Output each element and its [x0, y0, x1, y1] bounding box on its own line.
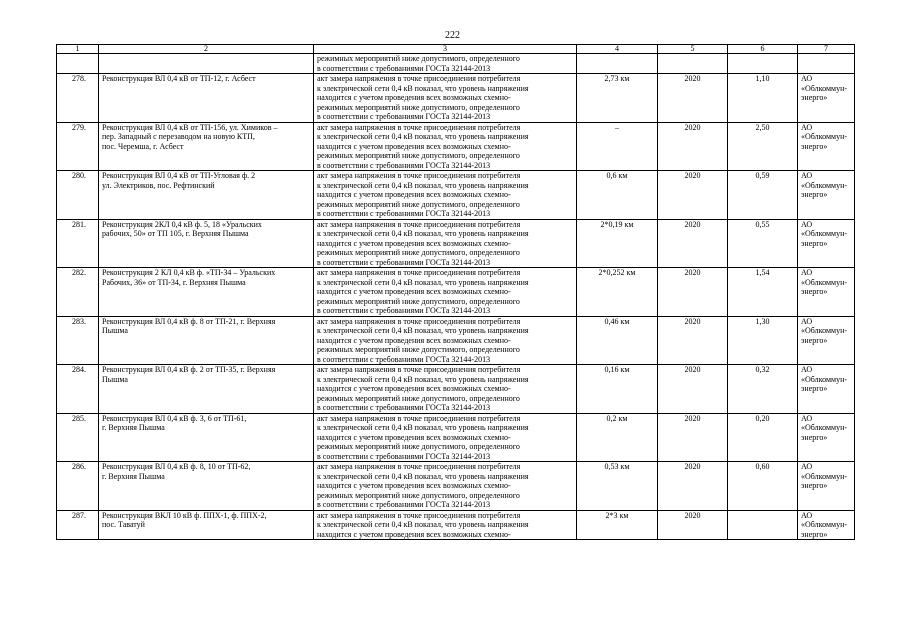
- continuation-row: [57, 54, 855, 74]
- header-col-3: 3: [314, 45, 577, 54]
- row-number: 284.: [57, 365, 99, 414]
- year: 2020: [658, 171, 728, 220]
- justification-text: акт замера напряжения в точке присоединения потребителя к электрической сети 0,4 кВ показал, что уровень напряжения находится с учетом проведения всех возможных схемно- режимных мероприятий ниже допустимого, определенного в соответствии с требованиями ГОСТа 32144-2013: [314, 122, 577, 171]
- table-row: [57, 219, 855, 268]
- row-number: 282.: [57, 268, 99, 317]
- year: 2020: [658, 316, 728, 365]
- header-col-1: 1: [57, 45, 99, 54]
- justification-text: акт замера напряжения в точке присоединения потребителя к электрической сети 0,4 кВ показал, что уровень напряжения находится с учетом проведения всех возможных схемно- режимных мероприятий ниже допустимого, определенного в соответствии с требованиями ГОСТа 32144-2013: [314, 74, 577, 123]
- table-row: [57, 510, 855, 540]
- project-name: Реконструкция ВЛ 0,4 кВ от ТП-156, ул. Химиков – пер. Западный с перезаводом на новую КТП, пос. Черемша, г. Асбест: [99, 122, 314, 171]
- justification-text: акт замера напряжения в точке присоединения потребителя к электрической сети 0,4 кВ показал, что уровень напряжения находится с учетом проведения всех возможных схемно- режимных мероприятий ниже допустимого, определенного в соответствии с требованиями ГОСТа 32144-2013: [314, 316, 577, 365]
- organization: АО «Облкоммун- энерго»: [798, 268, 855, 317]
- cost: 0,20: [728, 413, 798, 462]
- project-name: Реконструкция ВЛ 0,4 кВ ф. 8 от ТП-21, г. Верхняя Пышма: [99, 316, 314, 365]
- organization: АО «Облкоммун- энерго»: [798, 510, 855, 540]
- cost: 1,10: [728, 74, 798, 123]
- project-name: Реконструкция ВЛ 0,4 кВ от ТП-12, г. Асбест: [99, 74, 314, 123]
- table-row: [57, 74, 855, 123]
- cost: [728, 510, 798, 540]
- header-col-2: 2: [99, 45, 314, 54]
- cost: 0,32: [728, 365, 798, 414]
- row-number: 280.: [57, 171, 99, 220]
- line-length: 0,46 км: [577, 316, 658, 365]
- year: 2020: [658, 510, 728, 540]
- line-length: 0,53 км: [577, 462, 658, 511]
- row-number: 278.: [57, 74, 99, 123]
- row-number: 279.: [57, 122, 99, 171]
- line-length: 2*0,252 км: [577, 268, 658, 317]
- line-length: 0,16 км: [577, 365, 658, 414]
- line-length: 0,6 км: [577, 171, 658, 220]
- row-number: 283.: [57, 316, 99, 365]
- project-name: Реконструкция 2 КЛ 0,4 кВ ф. «ТП-34 – Уральских Рабочих, 36» от ТП-34, г. Верхняя Пышма: [99, 268, 314, 317]
- project-name: Реконструкция ВЛ 0,4 кВ ф. 2 от ТП-35, г. Верхняя Пышма: [99, 365, 314, 414]
- year: 2020: [658, 413, 728, 462]
- organization: АО «Облкоммун- энерго»: [798, 462, 855, 511]
- year: 2020: [658, 462, 728, 511]
- table-row: [57, 268, 855, 317]
- continuation-description: режимных мероприятий ниже допустимого, определенного в соответствии с требованиями ГОСТа 32144-2013: [314, 54, 577, 74]
- justification-text: акт замера напряжения в точке присоединения потребителя к электрической сети 0,4 кВ показал, что уровень напряжения находится с учетом проведения всех возможных схемно-: [314, 510, 577, 540]
- header-col-6: 6: [728, 45, 798, 54]
- table-row: [57, 171, 855, 220]
- organization: АО «Облкоммун- энерго»: [798, 316, 855, 365]
- organization: АО «Облкоммун- энерго»: [798, 219, 855, 268]
- project-name: Реконструкция ВЛ 0,4 кВ ф. 8, 10 от ТП-62, г. Верхняя Пышма: [99, 462, 314, 511]
- justification-text: акт замера напряжения в точке присоединения потребителя к электрической сети 0,4 кВ показал, что уровень напряжения находится с учетом проведения всех возможных схемно- режимных мероприятий ниже допустимого, определенного в соответствии с требованиями ГОСТа 32144-2013: [314, 219, 577, 268]
- cost: 0,60: [728, 462, 798, 511]
- organization: АО «Облкоммун- энерго»: [798, 171, 855, 220]
- project-name: Реконструкция ВКЛ 10 кВ ф. ППХ-1, ф. ППХ-2, пос. Таватуй: [99, 510, 314, 540]
- justification-text: акт замера напряжения в точке присоединения потребителя к электрической сети 0,4 кВ показал, что уровень напряжения находится с учетом проведения всех возможных схемно- режимных мероприятий ниже допустимого, определенного в соответствии с требованиями ГОСТа 32144-2013: [314, 171, 577, 220]
- header-col-7: 7: [798, 45, 855, 54]
- organization: АО «Облкоммун- энерго»: [798, 122, 855, 171]
- row-number: 287.: [57, 510, 99, 540]
- line-length: 2*0,19 км: [577, 219, 658, 268]
- organization: АО «Облкоммун- энерго»: [798, 413, 855, 462]
- cost: 1,54: [728, 268, 798, 317]
- organization: АО «Облкоммун- энерго»: [798, 74, 855, 123]
- line-length: 2,73 км: [577, 74, 658, 123]
- justification-text: акт замера напряжения в точке присоединения потребителя к электрической сети 0,4 кВ показал, что уровень напряжения находится с учетом проведения всех возможных схемно- режимных мероприятий ниже допустимого, определенного в соответствии с требованиями ГОСТа 32144-2013: [314, 413, 577, 462]
- projects-table: [56, 44, 855, 540]
- page-number: 222: [445, 30, 460, 41]
- cost: 1,30: [728, 316, 798, 365]
- project-name: Реконструкция 2КЛ 0,4 кВ ф. 5, 18 «Уральских рабочих, 50» от ТП 105, г. Верхняя Пышма: [99, 219, 314, 268]
- year: 2020: [658, 219, 728, 268]
- row-number: 285.: [57, 413, 99, 462]
- cost: 0,59: [728, 171, 798, 220]
- row-number: 281.: [57, 219, 99, 268]
- cost: 0,55: [728, 219, 798, 268]
- project-name: Реконструкция ВЛ 0,4 кВ ф. 3, 6 от ТП-61, г. Верхняя Пышма: [99, 413, 314, 462]
- year: 2020: [658, 122, 728, 171]
- year: 2020: [658, 365, 728, 414]
- table-row: [57, 122, 855, 171]
- table-row: [57, 462, 855, 511]
- cost: 2,50: [728, 122, 798, 171]
- table-row: [57, 365, 855, 414]
- year: 2020: [658, 268, 728, 317]
- table-row: [57, 316, 855, 365]
- header-col-5: 5: [658, 45, 728, 54]
- justification-text: акт замера напряжения в точке присоединения потребителя к электрической сети 0,4 кВ показал, что уровень напряжения находится с учетом проведения всех возможных схемно- режимных мероприятий ниже допустимого, определенного в соответствии с требованиями ГОСТа 32144-2013: [314, 268, 577, 317]
- justification-text: акт замера напряжения в точке присоединения потребителя к электрической сети 0,4 кВ показал, что уровень напряжения находится с учетом проведения всех возможных схемно- режимных мероприятий ниже допустимого, определенного в соответствии с требованиями ГОСТа 32144-2013: [314, 462, 577, 511]
- year: 2020: [658, 74, 728, 123]
- line-length: –: [577, 122, 658, 171]
- table-header-row: [57, 45, 855, 54]
- project-name: Реконструкция ВЛ 0,4 кВ от ТП-Угловая ф. 2 ул. Электриков, пос. Рефтинский: [99, 171, 314, 220]
- header-col-4: 4: [577, 45, 658, 54]
- line-length: 0,2 км: [577, 413, 658, 462]
- line-length: 2*3 км: [577, 510, 658, 540]
- row-number: 286.: [57, 462, 99, 511]
- justification-text: акт замера напряжения в точке присоединения потребителя к электрической сети 0,4 кВ показал, что уровень напряжения находится с учетом проведения всех возможных схемно- режимных мероприятий ниже допустимого, определенного в соответствии с требованиями ГОСТа 32144-2013: [314, 365, 577, 414]
- organization: АО «Облкоммун- энерго»: [798, 365, 855, 414]
- table-row: [57, 413, 855, 462]
